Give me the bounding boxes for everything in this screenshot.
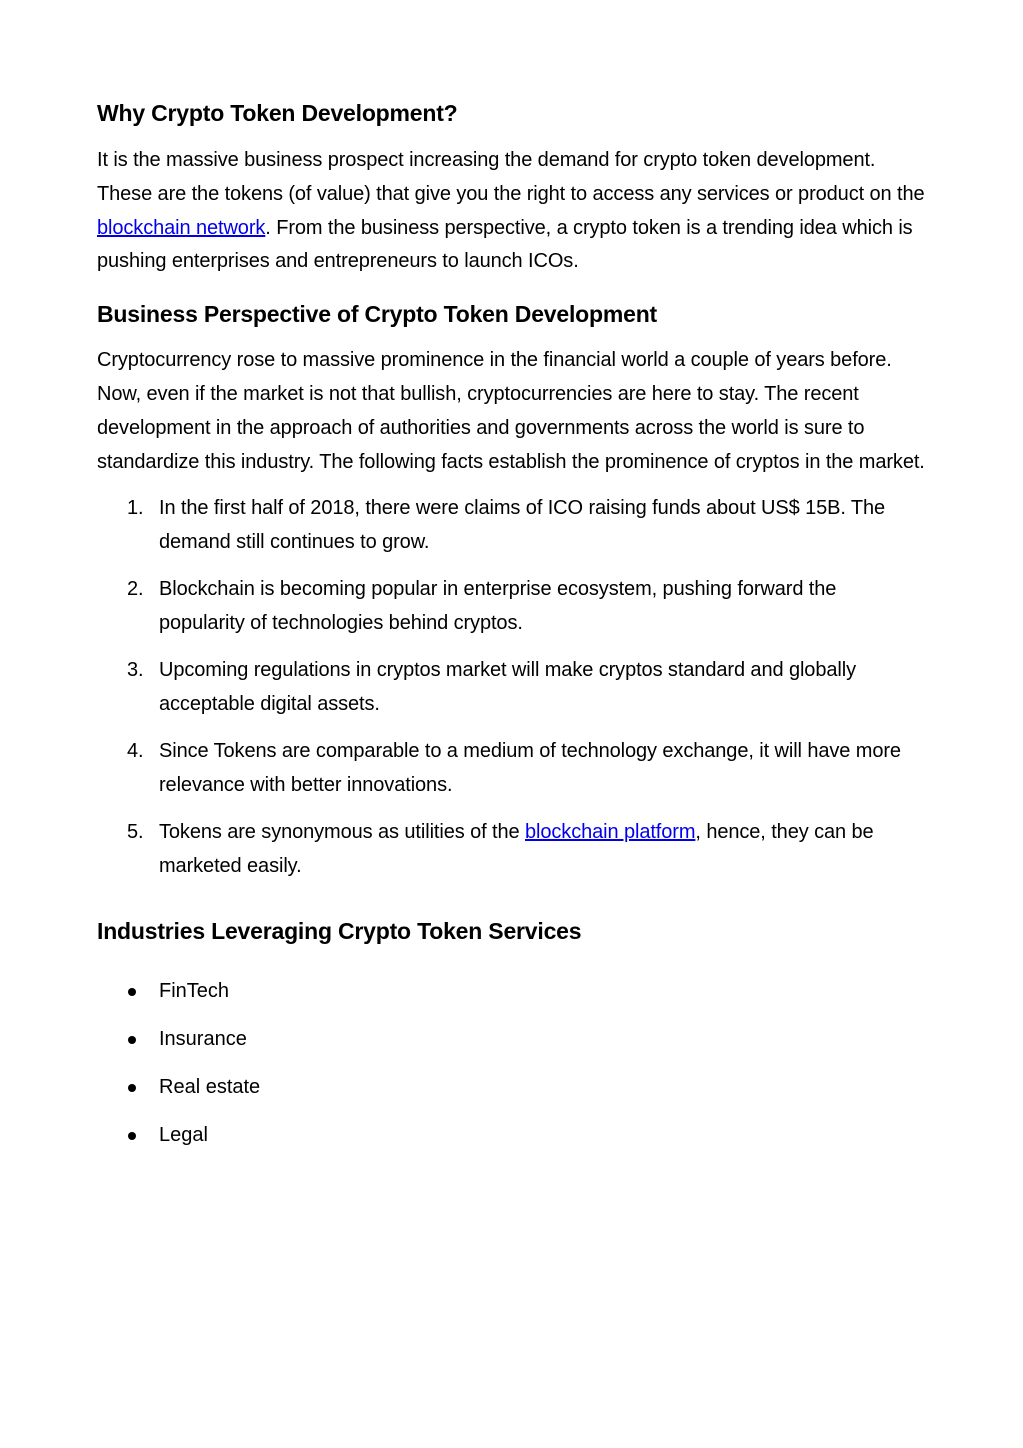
list-item (97, 735, 925, 803)
bullet-icon (128, 1036, 136, 1044)
blockchain-platform-link[interactable]: blockchain platform (525, 821, 696, 844)
list-item-text: Real estate (159, 1075, 261, 1098)
list-item (97, 1071, 925, 1105)
list-number: 4. (127, 740, 144, 763)
paragraph-text: It is the massive business prospect increasing the demand for crypto token development. These are the tokens (of value) that give you the right to access any services or product on the (97, 149, 925, 205)
list-item-text-part: , hence, they can be marketed easily. (159, 821, 874, 878)
heading-business-perspective: Business Perspective of Crypto Token Development (97, 301, 658, 328)
list-item-text: Legal (159, 1123, 208, 1146)
list-item-text: Blockchain is becoming popular in enterprise ecosystem, pushing forward the popularity of technologies behind cryptos. (159, 578, 837, 635)
list-number: 3. (127, 659, 144, 682)
bullet-icon (128, 1084, 136, 1092)
list-item (97, 1119, 925, 1153)
document-page (97, 98, 925, 1167)
heading-industries: Industries Leveraging Crypto Token Services (97, 917, 582, 944)
list-item (97, 492, 925, 560)
list-item-text: Upcoming regulations in cryptos market will make cryptos standard and globally acceptable digital assets. (159, 659, 856, 716)
list-item-text (159, 821, 874, 877)
industries-list (97, 975, 925, 1153)
list-item-text: In the first half of 2018, there were claims of ICO raising funds about US$ 15B. The demand still continues to grow. (159, 497, 886, 554)
list-item (97, 1023, 925, 1057)
list-number: 5. (127, 821, 144, 844)
list-number: 2. (127, 578, 144, 601)
paragraph-why-crypto-token (97, 144, 925, 279)
paragraph-text: . From the business perspective, a crypto token is a trending idea which is pushing enterprises and entrepreneurs to launch ICOs. (97, 216, 913, 273)
list-item-text: Insurance (159, 1027, 247, 1050)
list-item-text-part: Tokens are synonymous as utilities of the (159, 821, 525, 844)
list-item (97, 654, 925, 722)
list-item (97, 975, 925, 1009)
blockchain-network-link[interactable]: blockchain network (97, 216, 266, 239)
list-item-text: FinTech (159, 979, 230, 1002)
facts-list (97, 492, 925, 884)
list-number: 1. (127, 497, 144, 520)
bullet-icon (128, 988, 136, 996)
list-item (97, 816, 925, 884)
list-item-text: Since Tokens are comparable to a medium of technology exchange, it will have more relevance with better innovations. (159, 740, 901, 797)
bullet-icon (128, 1132, 136, 1140)
list-item (97, 573, 925, 641)
paragraph-business-perspective: Cryptocurrency rose to massive prominence in the financial world a couple of years before. Now, even if the market is not that bullish, cryptocurrencies are here to stay. The recent development in the approach of authorities and governments across the world is sure to standardize this industry. The following facts establish the prominence of cryptos in the market. (97, 349, 925, 473)
heading-why-crypto-token: Why Crypto Token Development? (97, 100, 458, 126)
